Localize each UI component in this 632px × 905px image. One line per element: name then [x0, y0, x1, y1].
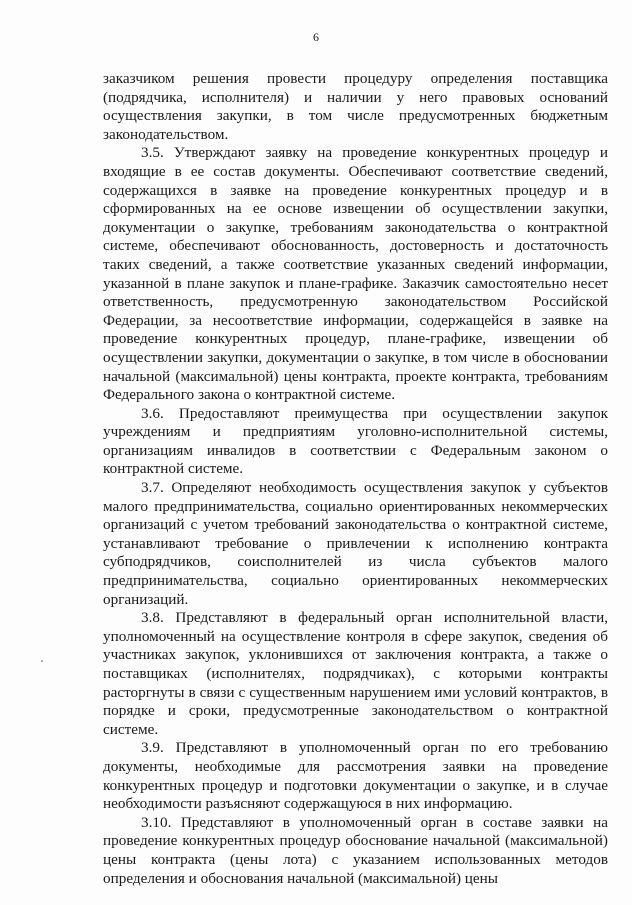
- paragraph-3-8: 3.8. Представляют в федеральный орган исполнительной власти, уполномоченный на осуществление контроля в сфере закупок, сведения об участниках закупок, уклонившихся от заключения контракта, а также о поставщиках (исполнителях, подрядчиках), с которыми контракты расторгнуты в связи с существенным нарушением ими условий контрактов, в порядке и сроки, предусмотренные законодательством о контрактной системе.: [103, 609, 608, 738]
- paragraph-3-9: 3.9. Представляют в уполномоченный орган по его требованию документы, необходимые для рассмотрения заявки на проведение конкурентных процедур и подготовки документации о закупке, и в случае необходимости разъясняют содержащуюся в них информацию.: [103, 739, 608, 813]
- scan-speck: [41, 660, 43, 662]
- paragraph-3-7: 3.7. Определяют необходимость осуществления закупок у субъектов малого предпринимательства, социально ориентированных некоммерческих организаций с учетом требований законодательства о контрактной системе, устанавливают требование о привлечении к исполнению контракта субподрядчиков, соисполнителей из числа субъектов малого предпринимательства, социально ориентированных некоммерческих организаций.: [103, 479, 608, 608]
- page-number: 6: [313, 30, 319, 44]
- paragraph-3-6: 3.6. Предоставляют преимущества при осуществлении закупок учреждениям и предприятиям уголовно-исполнительной системы, организациям инвалидов в соответствии с Федеральным законом о контрактной системе.: [103, 404, 608, 478]
- paragraph-3-5: 3.5. Утверждают заявку на проведение конкурентных процедур и входящие в ее состав документы. Обеспечивают соответствие сведений, содержащихся в заявке на проведение конкурентных процедур и в сформированных на ее основе извещении об осуществлении закупки, документации о закупке, требованиям законодательства о контрактной системе, обеспечивают обоснованность, достоверность и достаточность таких сведений, а также соответствие указанных сведений информации, указанной в плане закупок и плане-графике. Заказчик самостоятельно несет ответственность, предусмотренную законодательством Российской Федерации, за несоответствие информации, содержащейся в заявке на проведение конкурентных процедур, плане-графике, извещении об осуществлении закупки, документации о закупке, в том числе в обосновании начальной (максимальной) цены контракта, проекте контракта, требованиям Федерального закона о контрактной системе.: [103, 144, 608, 404]
- paragraph-3-10: 3.10. Представляют в уполномоченный орган в составе заявки на проведение конкурентных процедур обоснование начальной (максимальной) цены контракта (цены лота) с указанием использованных методов определения и обоснования начальной (максимальной) цены: [103, 813, 608, 887]
- paragraph-continuation: заказчиком решения провести процедуру определения поставщика (подрядчика, исполнителя) и наличии у него правовых оснований осуществления закупки, в том числе предусмотренных бюджетным законодательством.: [103, 70, 608, 143]
- document-body: [103, 70, 608, 888]
